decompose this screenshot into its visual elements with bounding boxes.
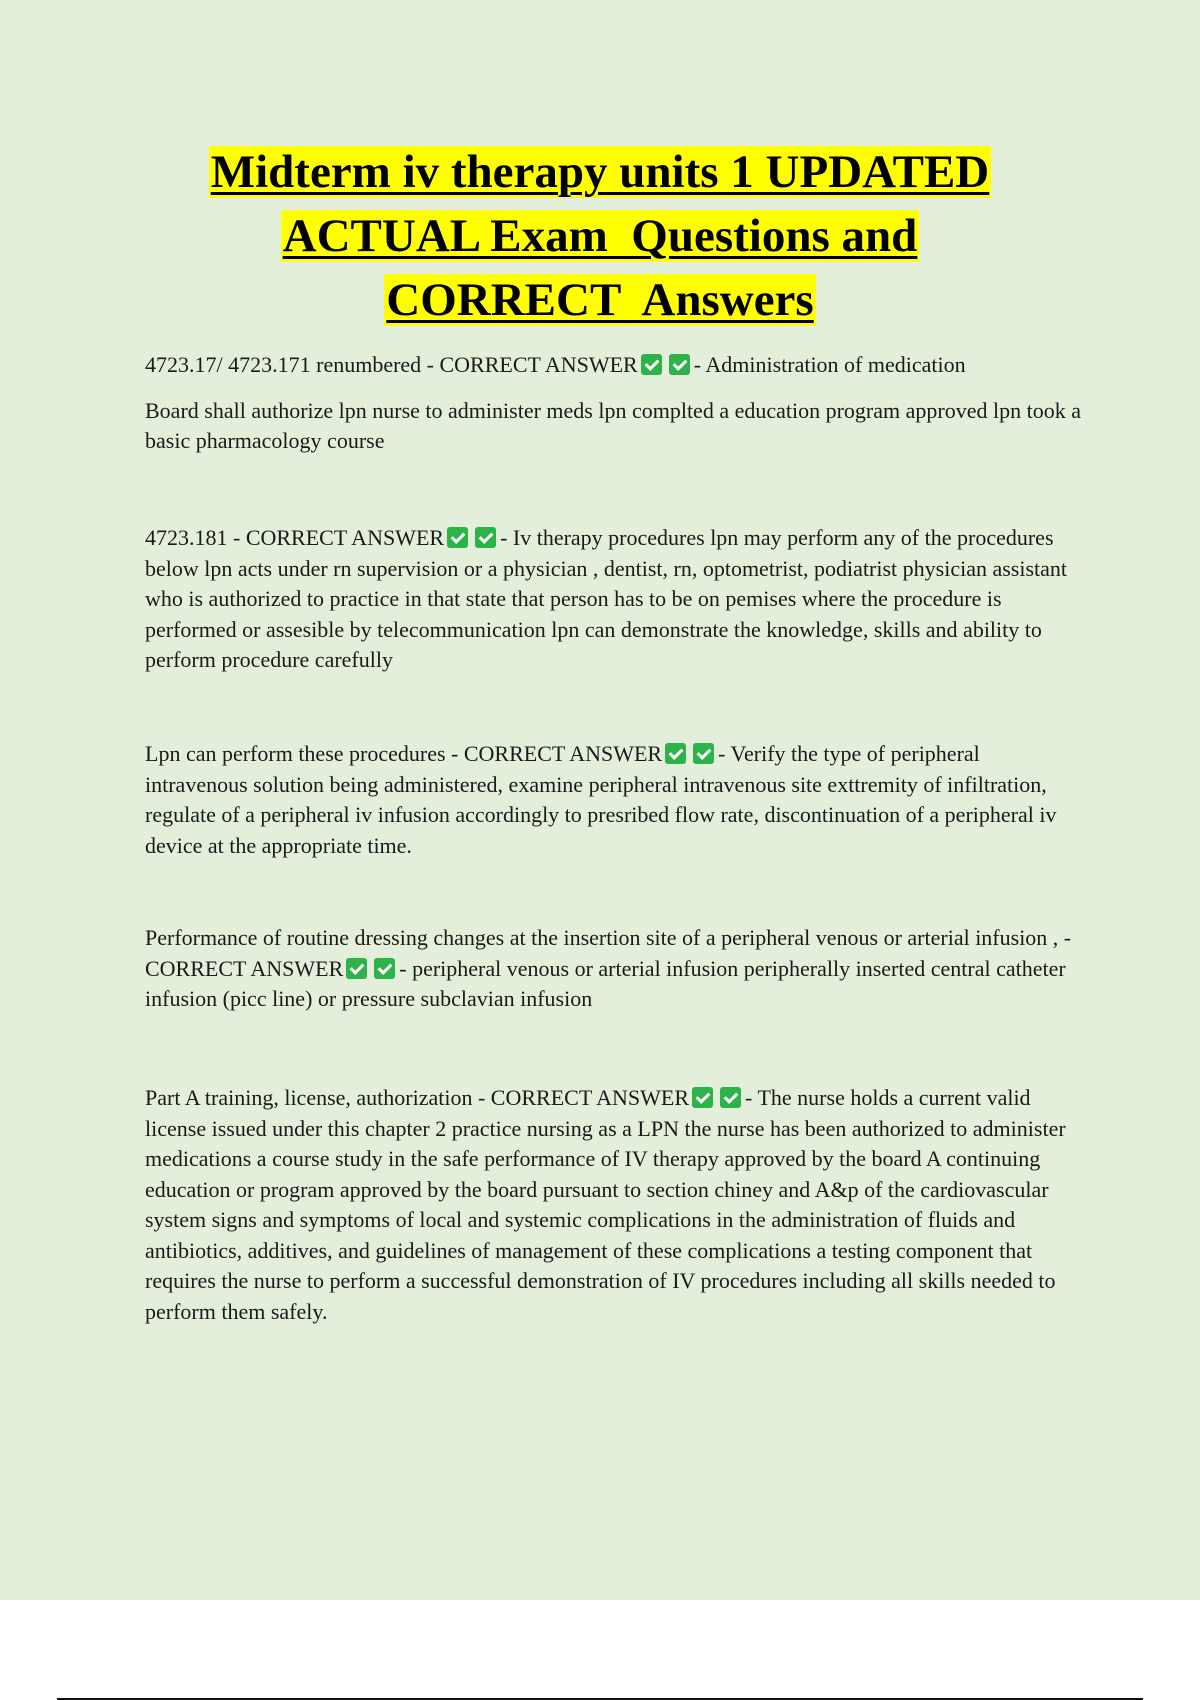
question-text: 4723.181 - CORRECT ANSWER	[145, 525, 445, 550]
question-text: Lpn can perform these procedures - CORRECT ANSWER	[145, 741, 663, 766]
qa-entry	[145, 523, 1085, 676]
title-line: Midterm iv therapy units 1 UPDATED	[210, 146, 990, 198]
qa-entry	[145, 923, 1085, 1015]
title-line: CORRECT Answers	[386, 274, 814, 326]
check-box-icon	[692, 1087, 713, 1108]
question-text: Performance of routine dressing changes at the insertion site of a peripheral venous or arterial infusion , - CORRECT ANSWER	[145, 925, 1072, 981]
qa-paragraph	[145, 350, 1085, 381]
check-box-icon	[475, 527, 496, 548]
answer-text: - Verify the type of peripheral intravenous solution being administered, examine peripheral intravenous site exttremity of infiltration, regulate of a peripheral iv infusion accordingly to presribed flow rate, discontinuation of a peripheral iv device at the appropriate time.	[145, 741, 1057, 858]
check-box-icon	[665, 743, 686, 764]
answer-text: - Administration of medication	[693, 352, 966, 377]
qa-paragraph	[145, 923, 1085, 1015]
qa-entry	[145, 350, 1085, 457]
qa-paragraph	[145, 1083, 1085, 1327]
qa-paragraph	[145, 739, 1085, 861]
question-text: Part A training, license, authorization - CORRECT ANSWER	[145, 1085, 690, 1110]
check-box-icon	[693, 743, 714, 764]
check-box-icon	[669, 354, 690, 375]
qa-entry	[145, 739, 1085, 861]
check-box-icon	[447, 527, 468, 548]
answer-text: - Iv therapy procedures lpn may perform any of the procedures below lpn acts under rn supervision or a physician , dentist, rn, optometrist, podiatrist physician assistant who is authorized to practice in that state that person has to be on pemises where the procedure is performed or assesible by telecommunication lpn can demonstrate the knowledge, skills and ability to perform procedure carefully	[145, 525, 1068, 672]
answer-text: - The nurse holds a current valid license issued under this chapter 2 practice nursing as a LPN the nurse has been authorized to administer medications a course study in the safe performance of IV therapy approved by the board A continuing education or program approved by the board pursuant to section chiney and A&p of the cardiovascular system signs and symptoms of local and systemic complications in the administration of fluids and antibiotics, additives, and guidelines of management of these complications a testing component that requires the nurse to perform a successful demonstration of IV procedures including all skills needed to perform them safely.	[145, 1085, 1066, 1324]
title-line: ACTUAL Exam Questions and	[282, 210, 918, 262]
check-box-icon	[641, 354, 662, 375]
check-box-icon	[720, 1087, 741, 1108]
qa-entry	[145, 1083, 1085, 1327]
check-box-icon	[374, 958, 395, 979]
answer-detail: Board shall authorize lpn nurse to administer meds lpn complted a education program approved lpn took a basic pharmacology course	[145, 397, 1081, 453]
document-title	[0, 140, 1200, 332]
qa-paragraph	[145, 523, 1085, 676]
question-text: 4723.17/ 4723.171 renumbered - CORRECT ANSWER	[145, 352, 638, 377]
check-box-icon	[346, 958, 367, 979]
answer-text: - peripheral venous or arterial infusion peripherally inserted central catheter infusion (picc line) or pressure subclavian infusion	[145, 955, 1066, 1011]
